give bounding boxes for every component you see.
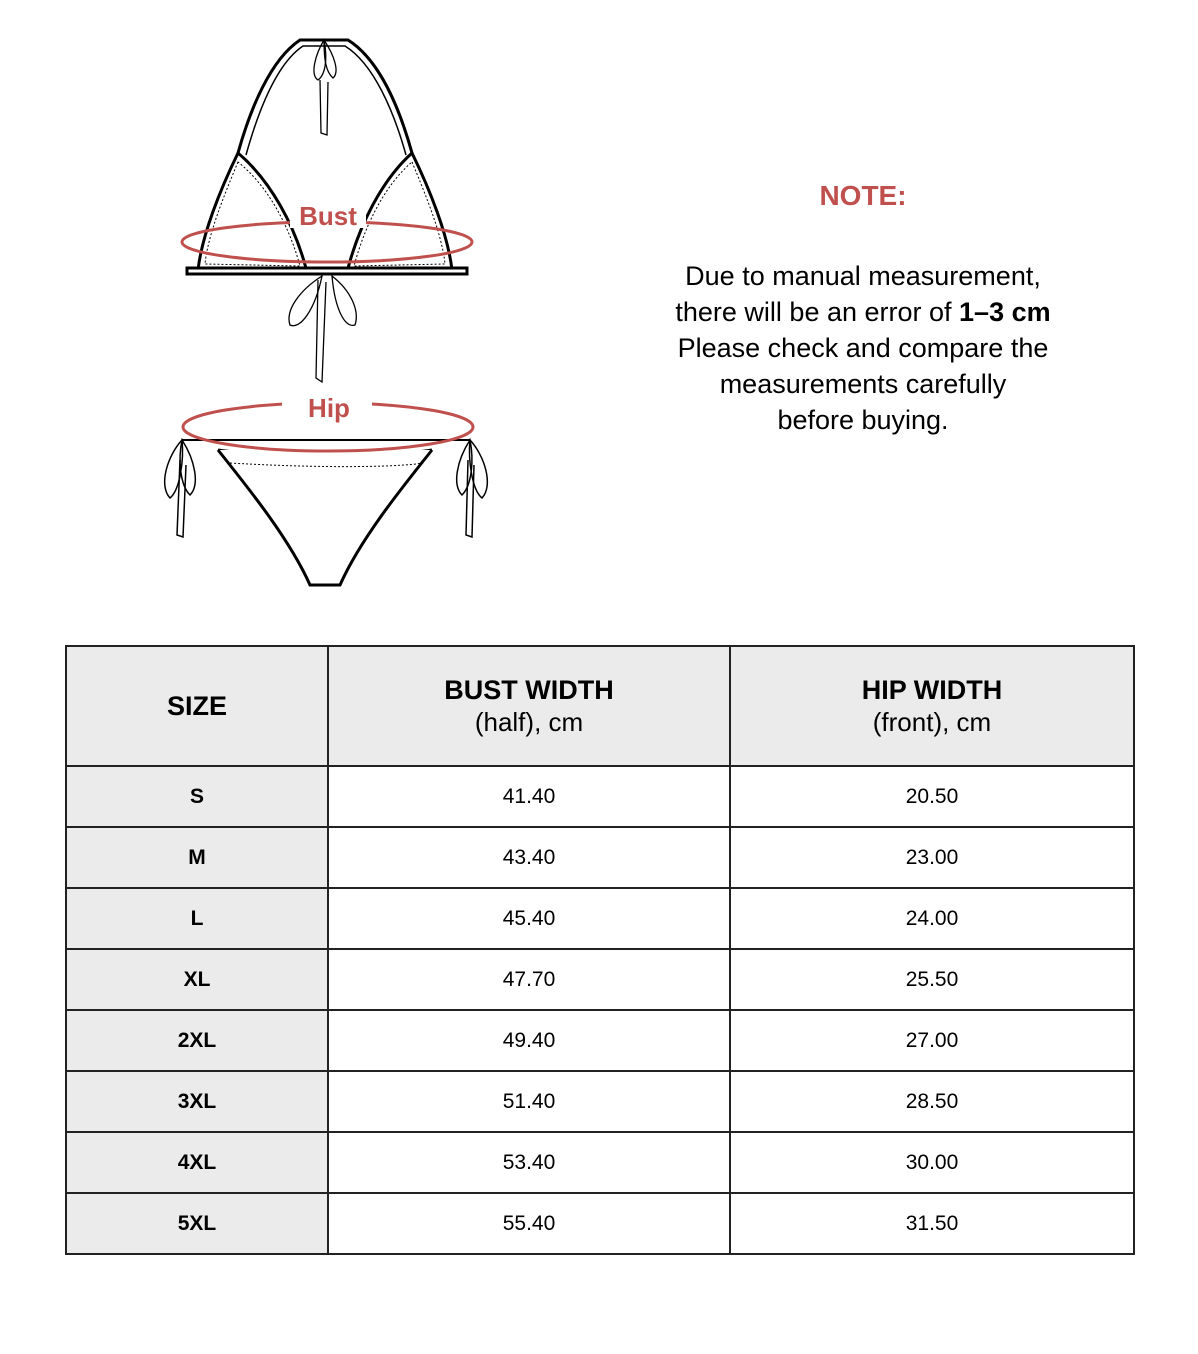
- note-line-1: Due to manual measurement,: [685, 261, 1041, 291]
- header-hip-unit: (front), cm: [872, 707, 992, 737]
- hip-cell: 28.50: [730, 1071, 1134, 1132]
- note-line-3: Please check and compare the: [677, 333, 1049, 363]
- note-title: NOTE:: [819, 180, 907, 211]
- size-cell: XL: [66, 949, 328, 1010]
- bust-cell: 49.40: [328, 1010, 730, 1071]
- note-line-4: measurements carefully: [719, 369, 1007, 399]
- hip-cell: 20.50: [730, 766, 1134, 827]
- table-row: [66, 1193, 1134, 1254]
- size-cell: S: [66, 766, 328, 827]
- table-row: [66, 1071, 1134, 1132]
- header-bust-unit: (half), cm: [474, 707, 584, 737]
- header-size: [66, 646, 328, 766]
- size-cell: 2XL: [66, 1010, 328, 1071]
- hip-cell: 30.00: [730, 1132, 1134, 1193]
- bust-cell: 55.40: [328, 1193, 730, 1254]
- bust-cell: 51.40: [328, 1071, 730, 1132]
- note-error-range: 1–3 cm: [959, 297, 1051, 327]
- note-body: [620, 258, 1106, 438]
- bikini-bottom-icon: [165, 440, 488, 585]
- hip-cell: 27.00: [730, 1010, 1134, 1071]
- header-bust-width: [328, 646, 730, 766]
- header-hip-width: [730, 646, 1134, 766]
- hip-label: Hip: [308, 393, 350, 423]
- header-hip-label: HIP WIDTH: [861, 675, 1003, 705]
- note-line-5: before buying.: [777, 405, 949, 435]
- bust-cell: 41.40: [328, 766, 730, 827]
- table-row: [66, 766, 1134, 827]
- bust-cell: 43.40: [328, 827, 730, 888]
- header-size-label: SIZE: [166, 691, 227, 721]
- table-row: [66, 1132, 1134, 1193]
- size-cell: L: [66, 888, 328, 949]
- hip-cell: 25.50: [730, 949, 1134, 1010]
- hip-cell: 31.50: [730, 1193, 1134, 1254]
- bust-cell: 45.40: [328, 888, 730, 949]
- bikini-diagram-icon: [150, 20, 510, 600]
- size-chart-table: [65, 645, 1135, 1255]
- bust-cell: 53.40: [328, 1132, 730, 1193]
- hip-cell: 24.00: [730, 888, 1134, 949]
- table-row: [66, 949, 1134, 1010]
- size-cell: 4XL: [66, 1132, 328, 1193]
- size-cell: M: [66, 827, 328, 888]
- header-bust-label: BUST WIDTH: [444, 675, 614, 705]
- bikini-illustration: [150, 20, 510, 600]
- table-row: [66, 1010, 1134, 1071]
- table-header-row: [66, 646, 1134, 766]
- hip-cell: 23.00: [730, 827, 1134, 888]
- table-row: [66, 888, 1134, 949]
- measurement-note: [620, 178, 1106, 438]
- bust-label: Bust: [299, 201, 357, 231]
- size-cell: 3XL: [66, 1071, 328, 1132]
- table-row: [66, 827, 1134, 888]
- note-line-2-prefix: there will be an error of: [675, 297, 960, 327]
- size-cell: 5XL: [66, 1193, 328, 1254]
- bust-cell: 47.70: [328, 949, 730, 1010]
